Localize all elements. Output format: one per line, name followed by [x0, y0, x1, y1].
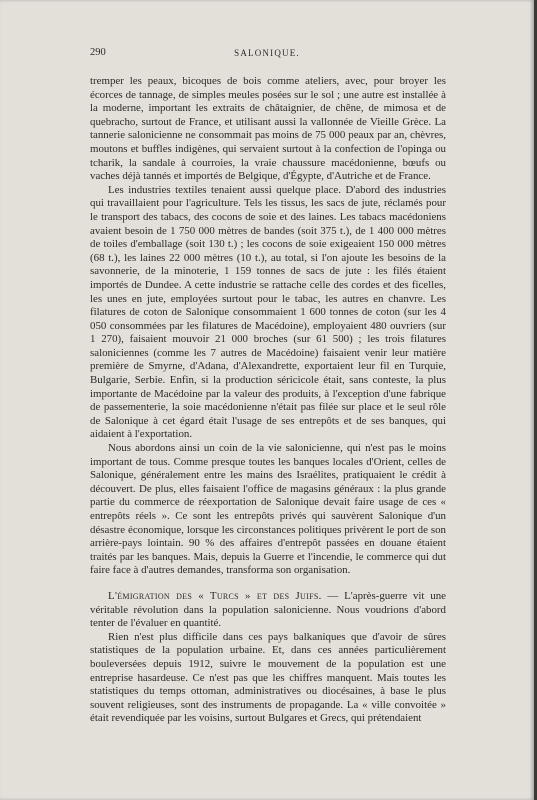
paragraph-tannery: tremper les peaux, bicoques de bois comme ateliers, avec, pour broyer les écorces de tannage, de simples meules posées sur le sol ; une autre est installée à la moderne, important les extraits de châtaignier, de chêne, de mimosa et de quebracho, surtout de France, et utilisant aussi la vallonnée de Vieille Grèce. La tannerie salonicienne ne consommait pas moins de 75 000 peaux par an, chèvres, moutons et buffles indigènes, qui servaient surtout à la confection de l'opinga ou tcharik, la sandale à courroies, la vraie chaussure macédonienne, bœufs ou vaches déjà tannés et importés de Belgique, d'Égypte, d'Autriche et de France. [90, 75, 446, 183]
section-heading: L'émigration des « Turcs » et des Juifs. [108, 589, 322, 602]
running-title: SALONIQUE. [234, 48, 300, 58]
paragraph-banks: Nous abordons ainsi un coin de la vie salonicienne, qui n'est pas le moins important de tous. Comme presque toutes les banques locales d'Orient, celles de Salonique, généralement entre les mains des Israélites, pratiquaient le crédit à découvert. De plus, elles faisaient l'office de magasins généraux : la plus grande partie du commerce de réexportation de Salonique devait faire usage de ces « entrepôts réels ». Ce sont les entrepôts privés qui sauvèrent Salonique d'un désastre économique, lorsque les circonstances politiques privèrent le port de son arrière-pays lointain. 90 % des affaires d'entrepôt passées en douane étaient traités par les banques. Mais, depuis la Guerre et l'incendie, le commerce qui dut faire face à d'autres demandes, transforma son organisation. [90, 442, 446, 577]
section-intro-text: — L'après-guerre vit une véritable révolution dans la population salonicienne. Nous voudrions d'abord tenter de l'évaluer en quantité. [90, 589, 446, 630]
paragraph-textiles: Les industries textiles tenaient aussi quelque place. D'abord des industries qui travaillaient pour l'agriculture. Tels les tissus, les sacs de jute, réclamés pour le transport des tabacs, des cocons de soie et des laines. Les tabacs macédoniens avaient besoin de 1 750 000 mètres de bandes (soit 375 t.), de 1 400 000 mètres de toiles d'emballage (soit 130 t.) ; les cocons de soie exigeaient 150 000 mètres (68 t.), les laines 22 000 mètres (10 t.), au total, si l'on ajoute les besoins de la savonnerie, de la minoterie, 1 159 tonnes de sacs de jute : les filés étaient importés de Dundee. A cette industrie se rattache celle des cordes et des ficelles, les unes en jute, employées surtout pour le tabac, les autres en chanvre. Les filatures de coton de Salonique consommaient 1 600 tonnes de coton (sur les 4 050 consommées par les filatures de Macédoine), employaient 480 ouvriers (sur 1 270), faisaient mouvoir 21 000 broches (sur 61 500) ; les trois filatures saloniciennes (comme les 7 autres de Macédoine) faisaient venir leur matière première de Smyrne, d'Adana, d'Alexandrette, exportaient leur fil en Turquie, Bulgarie, Serbie. Enfin, si la production séricicole était, sans conteste, la plus importante de Macédoine par la valeur des produits, à l'exception d'une fabrique de passementerie, la soie macédonienne n'était pas filée sur place et le seul rôle de Salonique à cet égard était l'usage de ses entrepôts et de ses banques, qui aidaient à l'exportation. [90, 183, 446, 441]
page-number: 290 [90, 47, 106, 58]
paragraph-statistics: Rien n'est plus difficile dans ces pays balkaniques que d'avoir de sûres statistiques de la population urbaine. Et, dans ces années particulièrement bouleversées depuis 1912, suivre le mouvement de la population est une entreprise hasardeuse. Ce n'est pas que les chiffres manquent. Mais toutes les statistiques du temps ottoman, administratives ou diocésaines, à base le plus souvent religieuses, sont des instruments de propagande. La « ville convoitée » était revendiquée par les voisins, surtout Bulgares et Grecs, qui prétendaient [90, 630, 446, 725]
running-header [90, 47, 444, 61]
paragraph-emigration [90, 590, 446, 631]
body-text [90, 75, 446, 726]
